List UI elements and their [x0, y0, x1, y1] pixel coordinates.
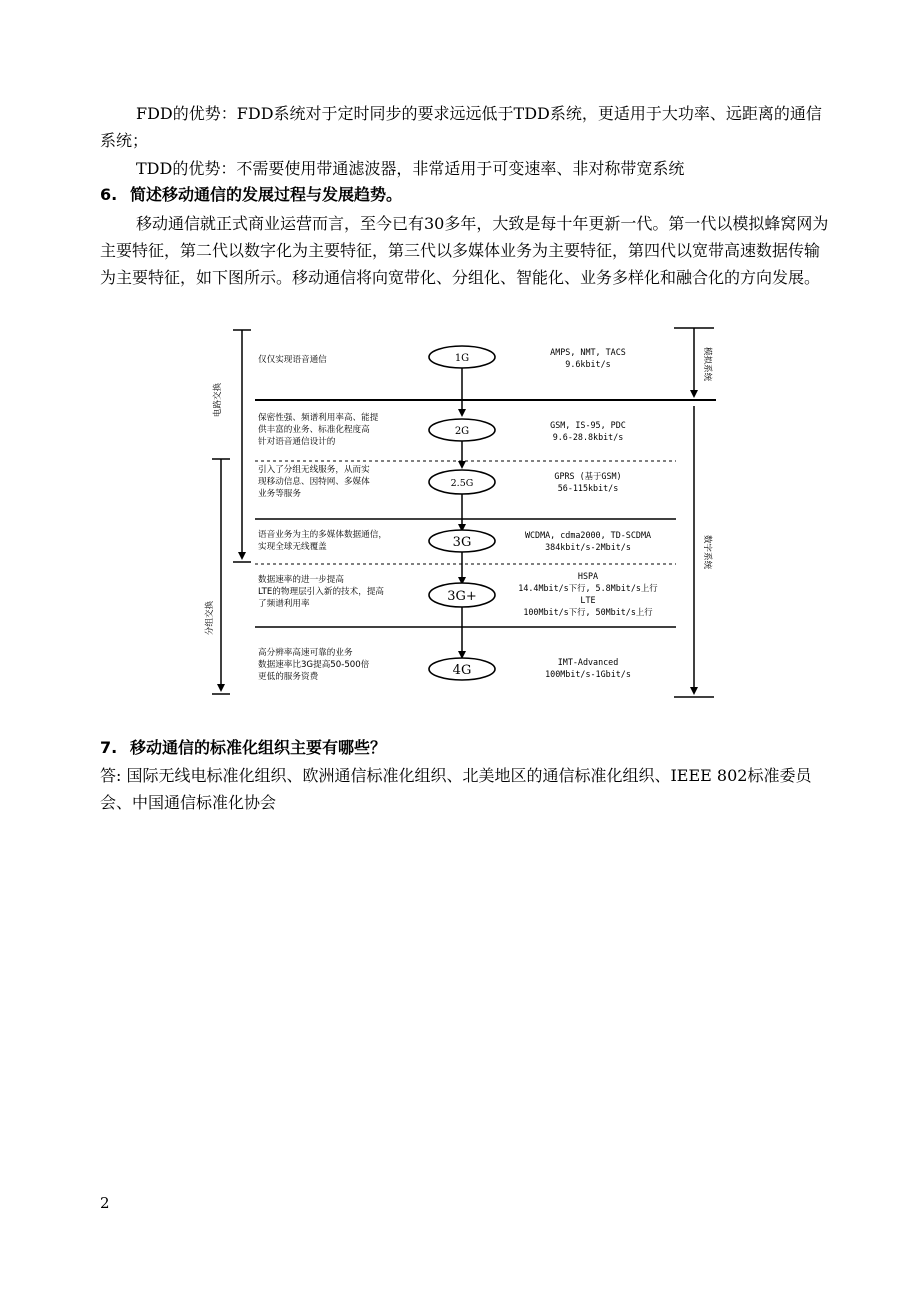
question-6-number: 6. — [100, 185, 118, 204]
node-4g-label: 4G — [452, 663, 472, 678]
spec-25g-1: 56-115kbit/s — [557, 483, 619, 493]
question-6-heading — [100, 183, 402, 207]
packet-switching-label: 分组交换 — [205, 600, 215, 636]
desc-4g-2: 更低的服务资费 — [258, 672, 319, 682]
page-number: 2 — [100, 1194, 110, 1212]
spec-3g-0: WCDMA, cdma2000, TD-SCDMA — [524, 530, 652, 540]
node-25g-label: 2.5G — [450, 478, 474, 489]
spec-3gplus-2: LTE — [580, 595, 596, 605]
desc-25g-2: 业务等服务 — [258, 489, 301, 499]
desc-3gplus-2: 了频谱利用率 — [258, 599, 310, 609]
desc-25g-1: 现移动信息、因特网、多媒体 — [258, 477, 370, 487]
desc-3g-1: 实现全球无线覆盖 — [258, 542, 327, 552]
spec-3gplus-3: 100Mbit/s下行, 50Mbit/s上行 — [523, 607, 653, 617]
node-3g-label: 3G — [452, 535, 472, 550]
spec-3gplus-0: HSPA — [577, 571, 599, 581]
question-7-heading — [100, 736, 386, 760]
spec-3gplus-1: 14.4Mbit/s下行, 5.8Mbit/s上行 — [518, 583, 658, 593]
circuit-switching-label: 电路交换 — [213, 382, 223, 418]
fdd-advantage-paragraph: FDD的优势：FDD系统对于定时同步的要求远远低于TDD系统，更适用于大功率、远距离的通信系统； — [100, 104, 822, 150]
desc-3gplus-1: LTE的物理层引入新的技术，提高 — [258, 587, 385, 597]
desc-2g-1: 供丰富的业务、标准化程度高 — [258, 425, 370, 435]
digital-system-label: 数字系统 — [702, 534, 712, 570]
spec-2g-0: GSM, IS-95, PDC — [550, 420, 626, 430]
question-7-number: 7. — [100, 738, 118, 757]
desc-3gplus-0: 数据速率的进一步提高 — [258, 575, 344, 585]
desc-2g-2: 针对语音通信设计的 — [258, 437, 336, 447]
desc-4g-1: 数据速率比3G提高50-500倍 — [258, 660, 370, 670]
spec-3g-1: 384kbit/s-2Mbit/s — [545, 542, 631, 552]
desc-4g-0: 高分辨率高速可靠的业务 — [258, 648, 353, 658]
desc-2g-0: 保密性强、频谱利用率高、能提 — [258, 413, 379, 423]
desc-3g-0: 语音业务为主的多媒体数据通信， — [258, 530, 387, 540]
desc-1g: 仅仅实现语音通信 — [258, 355, 327, 365]
question-7-title: 移动通信的标准化组织主要有哪些？ — [130, 738, 387, 757]
question-6-title: 简述移动通信的发展过程与发展趋势。 — [130, 185, 403, 204]
spec-1g-0: AMPS, NMT, TACS — [550, 347, 626, 357]
spec-4g-0: IMT-Advanced — [557, 657, 619, 667]
node-2g-label: 2G — [454, 426, 470, 437]
question-6-answer: 移动通信就正式商业运营而言，至今已有30多年，大致是每十年更新一代。第一代以模拟蜂窝网为主要特征，第二代以数字化为主要特征，第三代以多媒体业务为主要特征，第四代以宽带高速数据传输为主要特征，如下图所示。移动通信将向宽带化、分组化、智能化、业务多样化和融合化的方向发展。 — [100, 214, 829, 287]
node-1g-label: 1G — [454, 353, 470, 364]
question-7-answer: 答: 国际无线电标准化组织、欧洲通信标准化组织、北美地区的通信标准化组织、IEEE 802标准委员会、中国通信标准化协会 — [100, 766, 812, 812]
analog-system-label: 模拟系统 — [702, 346, 712, 382]
node-3gplus-label: 3G+ — [447, 589, 477, 604]
tdd-advantage-paragraph: TDD的优势：不需要使用带通滤波器，非常适用于可变速率、非对称带宽系统 — [136, 159, 685, 178]
spec-2g-1: 9.6-28.8kbit/s — [552, 432, 624, 442]
spec-1g-1: 9.6kbit/s — [565, 359, 611, 369]
spec-4g-1: 100Mbit/s-1Gbit/s — [545, 669, 631, 679]
spec-25g-0: GPRS (基于GSM) — [554, 471, 622, 481]
mobile-generations-diagram — [200, 322, 730, 707]
desc-25g-0: 引入了分组无线服务，从而实 — [258, 465, 370, 475]
